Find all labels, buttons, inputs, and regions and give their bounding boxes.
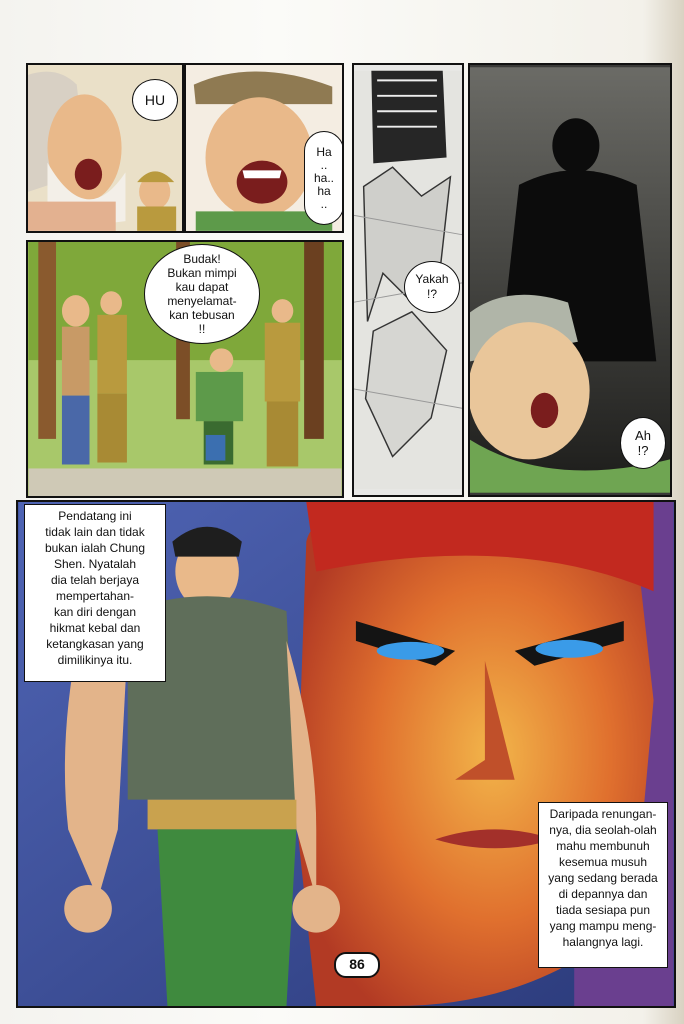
panel-shadow-figure: [468, 63, 672, 497]
panel-boot-stomp: [352, 63, 464, 497]
speech-bubble-ha-ha: Ha .. ha.. ha ..: [304, 131, 344, 225]
page-number: 86: [334, 952, 380, 978]
speech-bubble-ah: Ah !?: [620, 417, 666, 469]
panel-laughing-soldier: [184, 63, 344, 233]
panel-jungle-soldiers: [26, 240, 344, 498]
panel-chung-shen: [16, 500, 676, 1008]
speech-bubble-budak: Budak! Bukan mimpi kau dapat menyelamat- kan tebusan !!: [144, 244, 260, 344]
speech-bubble-yakah: Yakah !?: [404, 261, 460, 313]
speech-bubble-hu: HU: [132, 79, 178, 121]
caption-top: Pendatang ini tidak lain dan tidak bukan ialah Chung Shen. Nyatalah dia telah berjaya mempertahan- kan diri dengan hikmat kebal dan ketangkasan yang dimilikinya itu.: [24, 504, 166, 682]
panel-old-man: [26, 63, 184, 233]
caption-bottom: Daripada renungan- nya, dia seolah-olah mahu membunuh kesemua musuh yang sedang berada di depannya dan tiada sesiapa pun yang mampu meng- halangnya lagi.: [538, 802, 668, 968]
